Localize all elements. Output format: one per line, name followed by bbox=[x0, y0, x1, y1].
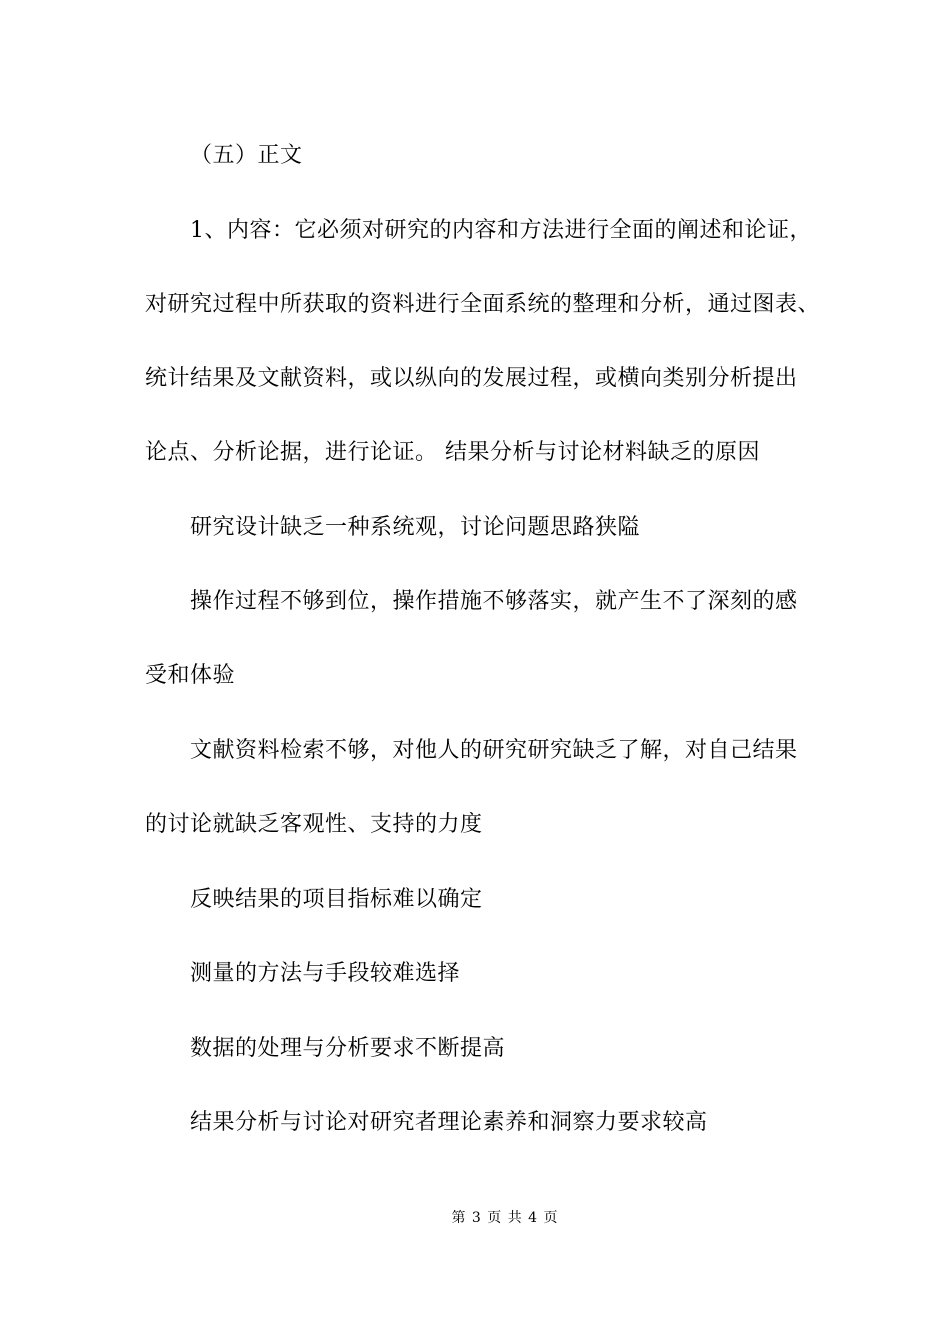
paragraph-line: 数据的处理与分析要求不断提高 bbox=[190, 1036, 506, 1061]
paragraph-line: 的讨论就缺乏客观性、支持的力度 bbox=[145, 812, 483, 837]
paragraph-line: 论点、分析论据，进行论证。 结果分析与讨论材料缺乏的原因 bbox=[145, 440, 760, 465]
paragraph-line: 统计结果及文献资料，或以纵向的发展过程，或横向类别分析提出 bbox=[145, 366, 798, 391]
paragraph-line: 1、内容：它必须对研究的内容和方法进行全面的阐述和论证， bbox=[190, 218, 812, 243]
paragraph-line: 受和体验 bbox=[145, 663, 236, 688]
page-number-footer: 第 3 页 共 4 页 bbox=[451, 1210, 559, 1226]
paragraph-line: 文献资料检索不够，对他人的研究研究缺乏了解，对自己结果 bbox=[190, 738, 798, 763]
paragraph-line: 测量的方法与手段较难选择 bbox=[190, 961, 461, 986]
paragraph-line: 操作过程不够到位，操作措施不够落实，就产生不了深刻的感 bbox=[190, 589, 798, 614]
paragraph-line: 结果分析与讨论对研究者理论素养和洞察力要求较高 bbox=[190, 1110, 708, 1135]
paragraph-line: 研究设计缺乏一种系统观，讨论问题思路狭隘 bbox=[190, 515, 641, 540]
section-heading: （五）正文 bbox=[190, 143, 303, 168]
paragraph-line: 反映结果的项目指标难以确定 bbox=[190, 887, 483, 912]
paragraph-line: 对研究过程中所获取的资料进行全面系统的整理和分析，通过图表、 bbox=[145, 292, 821, 317]
